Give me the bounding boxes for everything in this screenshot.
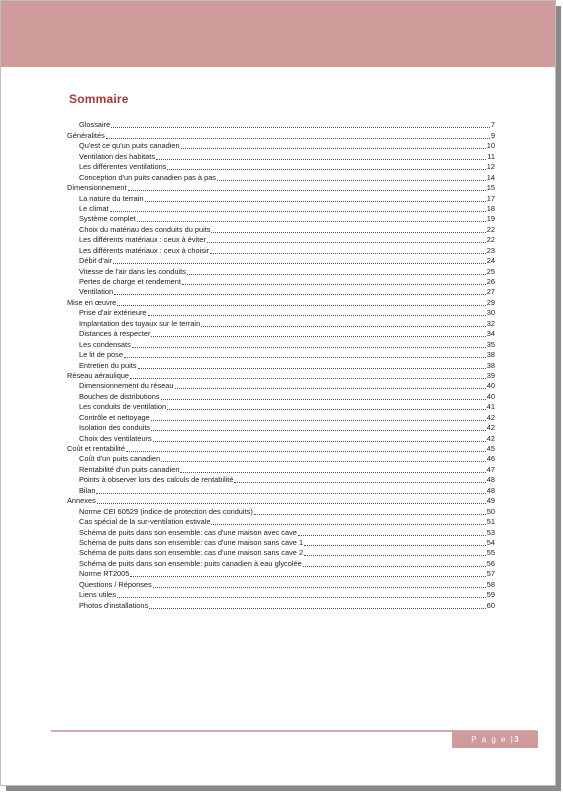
toc-entry-page: 10 [486, 141, 495, 151]
toc-entry[interactable] [67, 224, 495, 234]
toc-entry[interactable] [67, 454, 495, 464]
toc-entry-page: 41 [486, 402, 495, 412]
toc-leader-dots [153, 586, 486, 588]
toc-entry-label: Réseau aéraulique [67, 370, 130, 380]
toc-entry-label: Le climat [79, 203, 109, 213]
toc-entry-label: Choix des ventilateurs [79, 433, 152, 443]
toc-entry-page: 58 [486, 579, 495, 589]
toc-entry-page: 11 [487, 151, 495, 161]
toc-entry-page: 40 [486, 391, 495, 401]
toc-leader-dots [151, 419, 486, 421]
toc-entry-label: Distances à respecter [79, 329, 151, 339]
toc-leader-dots [181, 147, 486, 149]
toc-leader-dots [298, 534, 486, 536]
toc-entry[interactable] [67, 183, 495, 193]
toc-entry-page: 26 [486, 277, 495, 286]
toc-entry-page: 23 [486, 245, 495, 255]
toc-entry[interactable] [67, 517, 495, 527]
toc-leader-dots [111, 126, 490, 128]
toc-entry-page: 55 [486, 548, 495, 558]
toc-leader-dots [161, 460, 486, 462]
toc-entry-page: 32 [486, 318, 495, 328]
toc-leader-dots [114, 293, 486, 295]
toc-leader-dots [151, 429, 486, 431]
toc-entry[interactable] [67, 391, 495, 401]
toc-leader-dots [128, 189, 486, 191]
toc-entry[interactable] [67, 381, 495, 391]
toc-entry-label: Rentabilité d'un puits canadien [79, 464, 180, 474]
toc-entry[interactable] [67, 162, 495, 172]
toc-entry-page: 18 [486, 203, 495, 213]
toc-entry-page: 42 [486, 412, 495, 422]
toc-entry[interactable] [67, 120, 495, 130]
toc-leader-dots [138, 367, 486, 369]
toc-entry-label: Conception d'un puits canadien pas à pas [79, 172, 217, 182]
toc-entry-label: Mise en œuvre [67, 297, 117, 307]
toc-entry-page: 30 [486, 308, 495, 318]
toc-entry[interactable] [67, 204, 495, 214]
toc-leader-dots [304, 554, 486, 556]
toc-entry-page: 38 [486, 360, 495, 370]
toc-entry[interactable] [67, 329, 495, 339]
toc-entry-page: 38 [486, 350, 495, 360]
toc-leader-dots [167, 168, 485, 170]
toc-entry-label: Pertes de charge et rendement [79, 277, 181, 286]
toc-entry[interactable] [67, 475, 495, 485]
toc-entry[interactable] [67, 579, 495, 589]
page-number-badge [452, 731, 538, 748]
toc-entry[interactable] [67, 193, 495, 203]
toc-entry-label: Photos d'installations [79, 600, 149, 610]
toc-entry-label: Vitesse de l'air dans les conduits [79, 266, 186, 276]
toc-entry[interactable] [67, 402, 495, 412]
toc-entry-page: 42 [486, 423, 495, 433]
toc-entry-label: Bilan [79, 485, 96, 495]
toc-leader-dots [151, 335, 485, 337]
toc-leader-dots [207, 241, 486, 243]
toc-entry-label: Norme CEI 60529 (indice de protection des conduits) [79, 506, 253, 516]
toc-leader-dots [110, 210, 486, 212]
toc-entry[interactable] [67, 527, 495, 537]
toc-entry-page: 46 [486, 454, 495, 464]
toc-leader-dots [211, 231, 485, 233]
toc-leader-dots [145, 200, 486, 202]
toc-entry[interactable] [67, 245, 495, 255]
toc-entry-page: 45 [486, 444, 495, 453]
toc-entry-page: 29 [486, 297, 495, 307]
toc-entry[interactable] [67, 569, 495, 579]
toc-entry-page: 60 [486, 600, 495, 610]
page-shadow-bottom [6, 786, 561, 791]
toc-entry-page: 35 [486, 339, 495, 349]
footer-page-number: 3 [514, 735, 519, 744]
toc-leader-dots [130, 377, 486, 379]
toc-entry-label: Points à observer lors des calculs de rentabilité [79, 475, 234, 485]
toc-entry-page: 22 [486, 224, 495, 234]
toc-entry-page: 9 [490, 130, 495, 140]
toc-entry-page: 27 [486, 287, 495, 297]
toc-entry[interactable] [67, 371, 495, 381]
toc-leader-dots [210, 252, 486, 254]
toc-leader-dots [149, 607, 486, 609]
toc-leader-dots [161, 398, 486, 400]
toc-entry-page: 42 [486, 433, 495, 443]
toc-entry-label: Glossaire [79, 120, 111, 130]
toc-leader-dots [137, 220, 486, 222]
toc-entry[interactable] [67, 412, 495, 422]
toc-leader-dots [254, 513, 486, 515]
toc-leader-dots [304, 544, 486, 546]
toc-entry[interactable] [67, 558, 495, 568]
toc-entry-page: 54 [486, 537, 495, 547]
toc-entry-page: 39 [486, 370, 495, 380]
toc-leader-dots [96, 492, 485, 494]
toc-leader-dots [113, 262, 486, 264]
toc-leader-dots [167, 408, 486, 410]
toc-entry-label: Schéma de puits dans son ensemble: cas d'une maison sans cave 2 [79, 548, 304, 558]
toc-leader-dots [117, 596, 486, 598]
toc-entry-page: 48 [486, 475, 495, 485]
toc-entry-page: 24 [486, 256, 495, 266]
toc-entry[interactable] [67, 506, 495, 516]
toc-entry-label: Entretien du puits [79, 360, 137, 370]
toc-entry-label: Schéma de puits dans son ensemble: puits canadien à eau glycolée [79, 558, 302, 568]
toc-entry[interactable] [67, 308, 495, 318]
toc-entry-page: 49 [486, 496, 495, 506]
toc-entry-label: Les différents matériaux : ceux à choisir [79, 245, 210, 255]
toc-entry-page: 50 [486, 506, 495, 516]
toc-entry[interactable] [67, 318, 495, 328]
toc-entry[interactable] [67, 214, 495, 224]
toc-entry[interactable] [67, 444, 495, 454]
toc-entry[interactable] [67, 600, 495, 610]
page-shadow-right [556, 6, 561, 790]
toc-entry-label: Norme RT2005 [79, 569, 130, 579]
toc-entry-label: Implantation des tuyaux sur le terrain [79, 318, 201, 328]
toc-leader-dots [180, 471, 485, 473]
toc-entry-label: La nature du terrain [79, 193, 144, 203]
toc-leader-dots [201, 325, 486, 327]
toc-entry-page: 14 [486, 172, 495, 182]
toc-entry-page: 19 [486, 214, 495, 224]
toc-leader-dots [187, 273, 486, 275]
toc-entry[interactable] [67, 538, 495, 548]
toc-entry[interactable] [67, 496, 495, 506]
toc-entry-label: Cas spécial de la sur-ventilation estivale [79, 517, 211, 527]
toc-entry-page: 12 [486, 162, 495, 172]
toc-entry-label: Les condensats [79, 339, 131, 349]
toc-entry[interactable] [67, 130, 495, 140]
toc-entry-page: 25 [486, 266, 495, 276]
toc-entry-page: 57 [486, 569, 495, 579]
toc-leader-dots [156, 158, 486, 160]
toc-leader-dots [211, 523, 485, 525]
toc-entry-label: Système complet [79, 214, 136, 224]
toc-entry-label: Ventilation [79, 287, 114, 297]
toc-entry-label: Prise d'air extérieure [79, 308, 147, 318]
toc-entry[interactable] [67, 256, 495, 266]
toc-leader-dots [130, 575, 485, 577]
toc-entry[interactable] [67, 287, 495, 297]
toc-leader-dots [182, 283, 486, 285]
toc-leader-dots [234, 481, 485, 483]
toc-leader-dots [126, 450, 486, 452]
toc-entry-label: Les différentes ventilations [79, 162, 167, 172]
toc-entry[interactable] [67, 350, 495, 360]
toc-leader-dots [124, 356, 486, 358]
toc-entry[interactable] [67, 277, 495, 287]
toc-entry-page: 59 [486, 590, 495, 600]
toc-entry-label: Coût et rentabilité [67, 444, 125, 453]
toc-entry-page: 56 [486, 558, 495, 568]
toc-entry-label: Généralités [67, 130, 105, 140]
toc-entry[interactable] [67, 548, 495, 558]
toc-entry-page: 7 [490, 120, 495, 130]
toc-entry[interactable] [67, 360, 495, 370]
toc-entry-label: Isolation des conduits [79, 423, 151, 433]
toc-entry[interactable] [67, 172, 495, 182]
toc-entry[interactable] [67, 266, 495, 276]
toc-entry-label: Les conduits de ventilation [79, 402, 167, 412]
toc-leader-dots [303, 565, 486, 567]
toc-entry[interactable] [67, 141, 495, 151]
footer-separator: | [510, 735, 515, 744]
toc-entry[interactable] [67, 339, 495, 349]
toc-leader-dots [106, 137, 490, 139]
toc-entry-label: Contrôle et nettoyage [79, 412, 150, 422]
toc-entry-label: Questions / Réponses [79, 579, 152, 589]
footer-page-label: P a g e [471, 735, 507, 744]
toc-entry-page: 40 [486, 381, 495, 391]
toc-entry[interactable] [67, 423, 495, 433]
toc-entry[interactable] [67, 433, 495, 443]
toc-entry[interactable] [67, 235, 495, 245]
toc-entry-page: 34 [486, 329, 495, 339]
toc-entry-page: 48 [486, 485, 495, 495]
table-of-contents [67, 120, 495, 611]
toc-entry-page: 17 [486, 193, 495, 203]
toc-entry[interactable] [67, 297, 495, 307]
toc-entry-label: Les différents matériaux : ceux à éviter [79, 235, 206, 245]
header-band [1, 1, 555, 67]
toc-entry-label: Schéma de puits dans son ensemble: cas d'une maison sans cave 1 [79, 537, 304, 547]
toc-entry-label: Annexes [67, 496, 96, 506]
toc-entry-page: 53 [486, 527, 495, 537]
toc-entry[interactable] [67, 590, 495, 600]
toc-entry-label: Qu'est ce qu'un puits canadien [79, 141, 180, 151]
toc-entry-label: Liens utiles [79, 590, 116, 600]
toc-entry-label: Ventilation des habitats [79, 151, 156, 161]
toc-leader-dots [153, 440, 486, 442]
toc-entry-label: Le lit de pose [79, 350, 123, 360]
toc-leader-dots [117, 304, 485, 306]
toc-entry-page: 47 [486, 464, 495, 474]
toc-leader-dots [97, 502, 486, 504]
toc-entry[interactable] [67, 151, 495, 161]
toc-leader-dots [132, 346, 486, 348]
toc-entry-label: Débit d'air [79, 256, 113, 266]
toc-entry-label: Choix du matériau des conduits du puits [79, 224, 211, 234]
toc-entry-label: Dimensionnement du réseau [79, 381, 174, 391]
toc-entry[interactable] [67, 485, 495, 495]
page-title: Sommaire [69, 92, 129, 106]
toc-entry-page: 15 [486, 183, 495, 193]
toc-entry-page: 22 [486, 235, 495, 245]
toc-entry-label: Bouches de distributions [79, 391, 160, 401]
toc-leader-dots [148, 314, 486, 316]
toc-entry-label: Schéma de puits dans son ensemble: cas d'une maison avec cave [79, 527, 297, 537]
toc-leader-dots [217, 179, 486, 181]
toc-leader-dots [175, 387, 486, 389]
toc-entry-page: 51 [486, 517, 495, 527]
toc-entry[interactable] [67, 464, 495, 474]
toc-entry-label: Dimensionnement [67, 183, 127, 193]
toc-entry-label: Coût d'un puits canadien [79, 454, 161, 464]
